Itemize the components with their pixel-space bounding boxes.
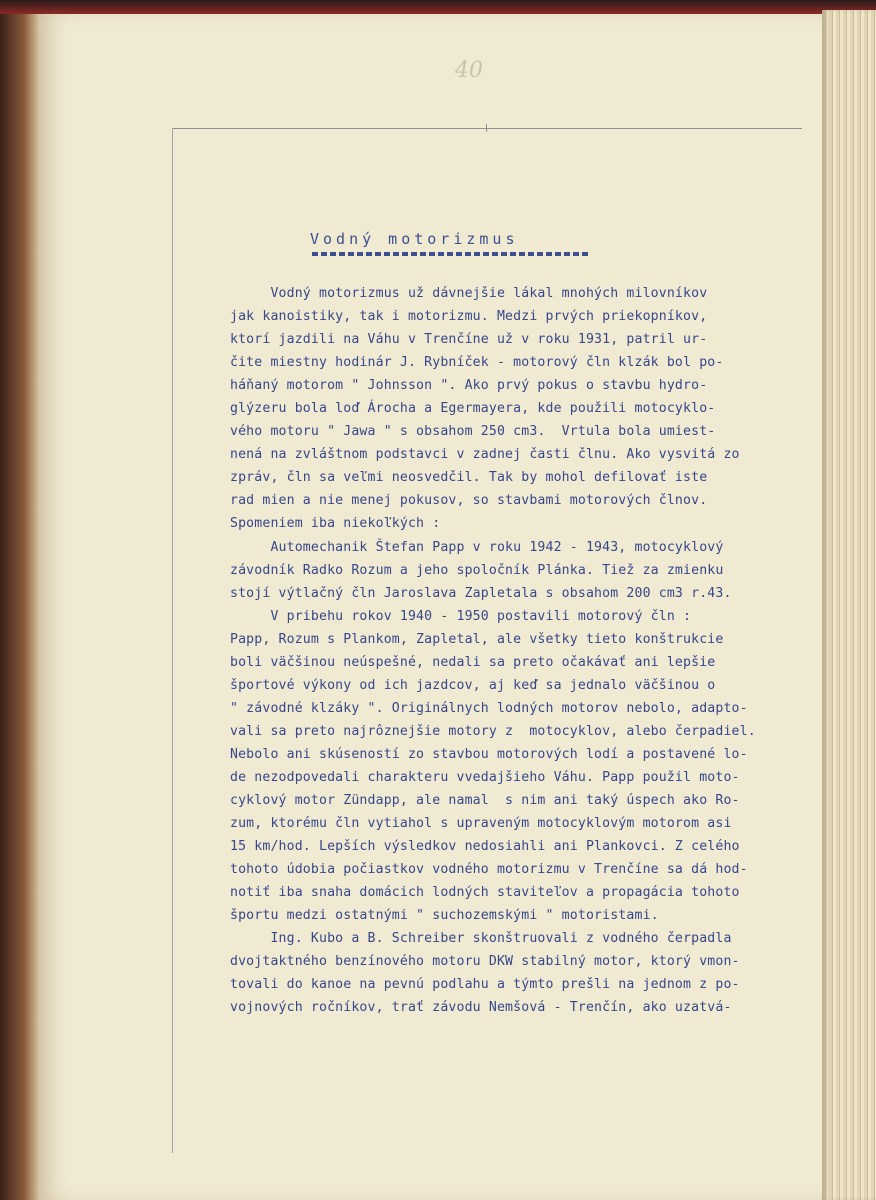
text-line: Automechanik Štefan Papp v roku 1942 - 1943, motocyklový (230, 539, 724, 555)
text-line: vého motoru " Jawa " s obsahom 250 cm3. Vrtula bola umiest- (230, 424, 716, 440)
book-gutter (0, 14, 40, 1200)
title-underline (312, 252, 590, 256)
text-line: tohoto údobia počiastkov vodného motorizmu v Trenčíne sa dá hod- (230, 862, 748, 878)
text-line: Spomeniem iba niekoľkých : (230, 516, 441, 532)
frame-top-line (172, 128, 802, 129)
frame-left-line (172, 128, 173, 1153)
text-line: rad mien a nie menej pokusov, so stavbami motorových člnov. (230, 493, 708, 509)
page-stack-edge (822, 10, 876, 1200)
text-line: čite miestny hodinár J. Rybníček - motorový čln klzák bol po- (230, 355, 724, 371)
text-line: nená na zvláštnom podstavci v zadnej časti člnu. Ako vysvitá zo (230, 447, 740, 463)
text-line: háňaný motorom " Johnsson ". Ako prvý pokus o stavbu hydro- (230, 378, 708, 394)
text-line: vojnových ročníkov, trať závodu Nemšová - Trenčín, ako uzatvá- (230, 1000, 732, 1016)
text-line: Vodný motorizmus už dávnejšie lákal mnohých milovníkov (230, 286, 708, 301)
page-number: 40 (455, 58, 483, 83)
text-line: glýzeru bola loď Árocha a Egermayera, kde použili motocyklo- (230, 401, 716, 417)
frame-tick (486, 124, 487, 132)
text-line: stojí výtlačný čln Jaroslava Zapletala s obsahom 200 cm3 r.43. (230, 585, 732, 601)
body-text (230, 282, 820, 1020)
text-line: cyklový motor Zündapp, ale namal s nim ani taký úspech ako Ro- (230, 793, 740, 809)
text-line: 15 km/hod. Lepších výsledkov nedosiahli ani Plankovci. Z celého (230, 839, 740, 855)
text-line: vali sa preto najrôznejšie motory z motocyklov, alebo čerpadiel. (230, 723, 756, 739)
text-line: notiť iba snaha domácich lodných staviteľov a propagácia tohoto (230, 885, 740, 901)
text-line: tovali do kanoe na pevnú podlahu a týmto prešli na jednom z po- (230, 977, 740, 993)
text-line: Nebolo ani skúseností zo stavbou motorových lodí a postavené lo- (230, 746, 748, 762)
text-line: zpráv, čln sa veľmi neosvedčil. Tak by mohol defilovať iste (230, 470, 708, 486)
text-line: ktorí jazdili na Váhu v Trenčíne už v roku 1931, patril ur- (230, 332, 708, 348)
text-line: zum, ktorému čln vytiahol s upraveným motocyklovým motorom asi (230, 816, 732, 832)
text-line: V pribehu rokov 1940 - 1950 postavili motorový čln : (230, 608, 692, 624)
text-line: Ing. Kubo a B. Schreiber skonštruovali z vodného čerpadla (230, 931, 732, 947)
text-line: závodník Radko Rozum a jeho spoločník Plánka. Tiež za zmienku (230, 562, 724, 578)
text-line: boli väčšinou neúspešné, nedali sa preto očakávať ani lepšie (230, 654, 716, 670)
text-line: športové výkony od ich jazdcov, aj keď sa jednalo väčšinou o (230, 677, 716, 693)
text-line: jak kanoistiky, tak i motorizmu. Medzi prvých priekopníkov, (230, 309, 708, 325)
text-line: dvojtaktného benzínového motoru DKW stabilný motor, ktorý vmon- (230, 954, 740, 970)
text-line: Papp, Rozum s Plankom, Zapletal, ale všetky tieto konštrukcie (230, 631, 724, 647)
text-line: de nezodpovedali charakteru vvedajšieho Váhu. Papp použil moto- (230, 769, 740, 785)
document-title: Vodný motorizmus (310, 230, 519, 248)
text-line: športu medzi ostatnými " suchozemskými " motoristami. (230, 908, 659, 924)
text-line: " závodné klzáky ". Originálnych lodných motorov nebolo, adapto- (230, 700, 748, 716)
